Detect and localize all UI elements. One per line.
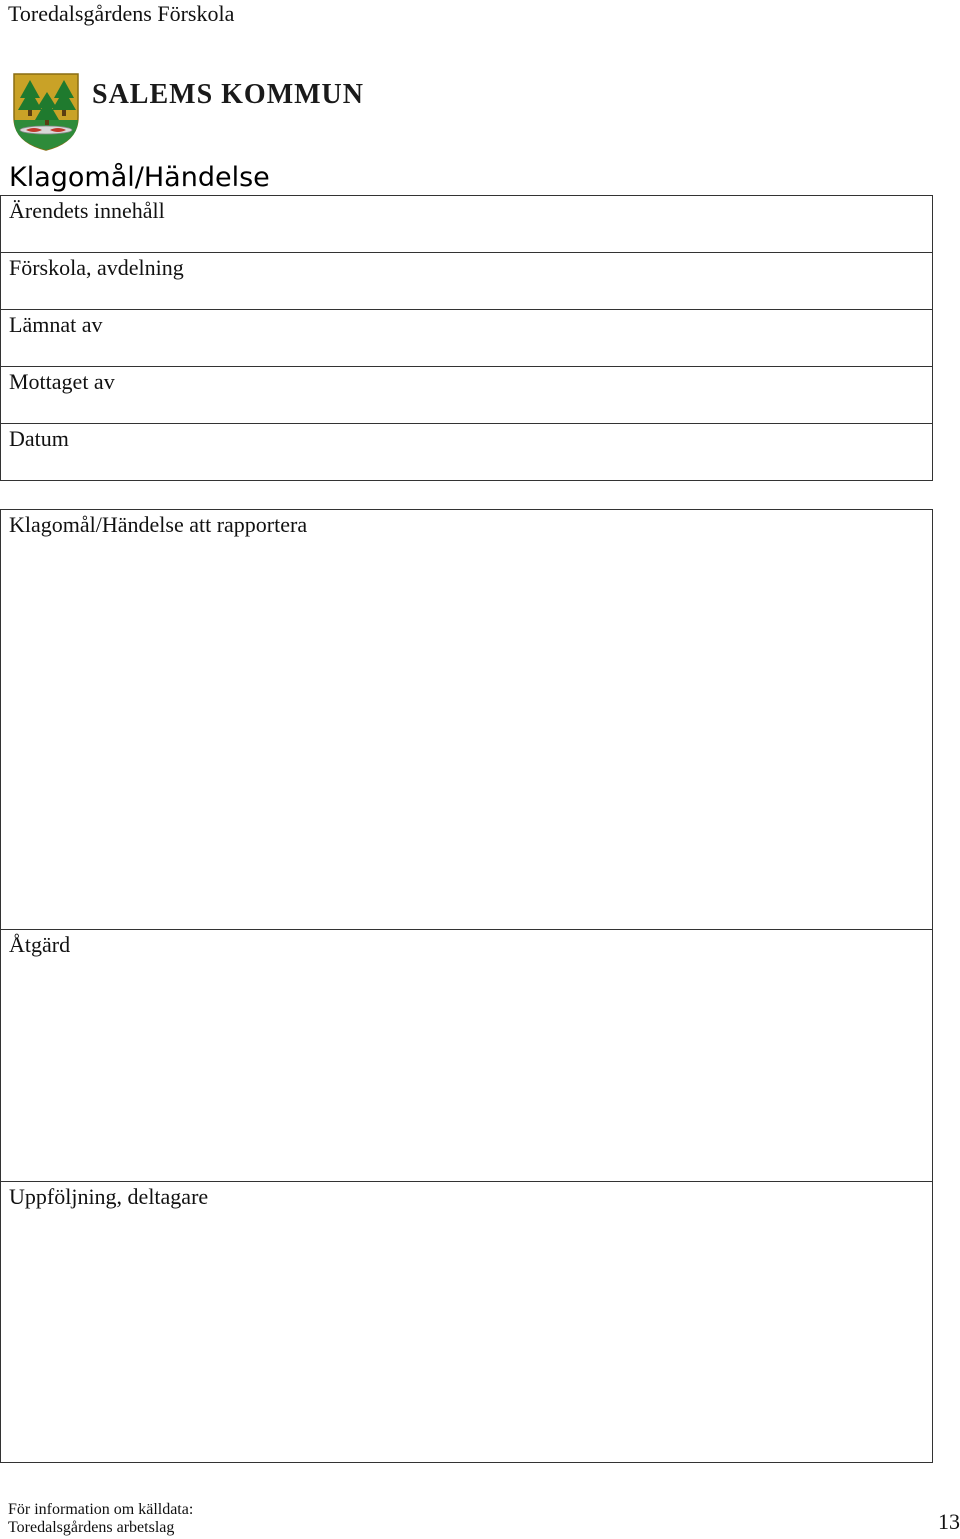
section-klagomal-rapport[interactable] bbox=[1, 510, 932, 930]
section-label: Åtgärd bbox=[9, 932, 71, 957]
field-mottaget-av[interactable] bbox=[1, 367, 932, 424]
page-number: 13 bbox=[938, 1509, 960, 1534]
footer-line-1: För information om källdata: bbox=[8, 1501, 194, 1518]
form-title: Klagomål/Händelse bbox=[9, 162, 270, 193]
section-label: Klagomål/Händelse att rapportera bbox=[9, 512, 308, 537]
section-uppfoljning[interactable] bbox=[1, 1182, 932, 1462]
footer-line-2: Toredalsgårdens arbetslag bbox=[8, 1519, 175, 1536]
field-label: Lämnat av bbox=[9, 312, 103, 337]
footer-source-note bbox=[8, 1501, 193, 1537]
section-atgard[interactable] bbox=[1, 930, 932, 1182]
field-label: Förskola, avdelning bbox=[9, 255, 184, 280]
field-label: Mottaget av bbox=[9, 369, 115, 394]
report-table bbox=[0, 509, 933, 1463]
field-arendets-innehall[interactable] bbox=[1, 196, 932, 253]
coat-of-arms-icon bbox=[12, 72, 82, 152]
field-lamnat-av[interactable] bbox=[1, 310, 932, 367]
field-label: Ärendets innehåll bbox=[9, 198, 165, 223]
field-forskola-avdelning[interactable] bbox=[1, 253, 932, 310]
municipality-logo bbox=[12, 72, 372, 152]
field-label: Datum bbox=[9, 426, 69, 451]
school-name-header: Toredalsgårdens Förskola bbox=[8, 1, 235, 26]
section-label: Uppföljning, deltagare bbox=[9, 1184, 209, 1209]
municipality-name: SALEMS KOMMUN bbox=[92, 79, 364, 110]
details-table bbox=[0, 195, 933, 481]
field-datum[interactable] bbox=[1, 424, 932, 480]
